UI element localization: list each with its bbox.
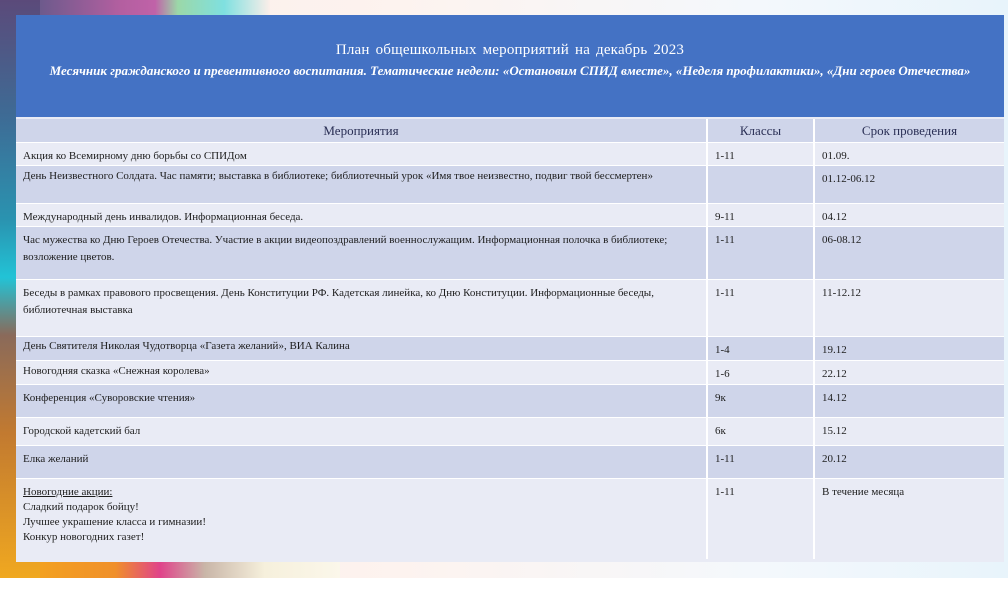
date-cell: 20.12 [814, 446, 1004, 479]
event-cell: Час мужества ко Дню Героев Отечества. Участие в акции видеопоздравлений военнослужащим. Информационная полочка в библиотеке; возложение цветов. [16, 227, 707, 280]
header-band [16, 15, 1004, 117]
decorative-wedge-top [40, 0, 270, 15]
grades-cell: 9-11 [707, 204, 814, 227]
event-cell: Новогодняя сказка «Снежная королева» [16, 361, 707, 385]
column-header-events: Мероприятия [16, 119, 707, 143]
grades-cell: 6к [707, 418, 814, 446]
grades-cell: 1-6 [707, 361, 814, 385]
event-cell: Конференция «Суворовские чтения» [16, 385, 707, 418]
date-cell: 01.09. [814, 143, 1004, 166]
events-table [16, 119, 1004, 559]
table-row [16, 479, 1004, 559]
event-cell [16, 479, 707, 559]
event-line: Конкур новогодних газет! [23, 531, 145, 543]
table-row [16, 418, 1004, 446]
date-cell: 11-12.12 [814, 280, 1004, 337]
event-line: Лучшее украшение класса и гимназии! [23, 516, 206, 528]
event-cell: Городской кадетский бал [16, 418, 707, 446]
date-cell: 14.12 [814, 385, 1004, 418]
grades-cell: 1-11 [707, 280, 814, 337]
grades-cell: 1-4 [707, 337, 814, 361]
table-row [16, 280, 1004, 337]
table-row [16, 166, 1004, 204]
grades-cell: 1-11 [707, 446, 814, 479]
date-cell: 04.12 [814, 204, 1004, 227]
event-cell: Елка желаний [16, 446, 707, 479]
table-row [16, 361, 1004, 385]
decorative-wedge-bottom [40, 562, 340, 578]
grades-cell: 1-11 [707, 143, 814, 166]
event-cell: День Святителя Николая Чудотворца «Газета желаний», ВИА Калина [16, 337, 707, 361]
page-subtitle: Месячник гражданского и превентивного воспитания. Тематические недели: «Остановим СПИД вместе», «Неделя профилактики», «Дни героев Отечества» [49, 63, 971, 78]
event-cell: Международный день инвалидов. Информационная беседа. [16, 204, 707, 227]
table-row [16, 227, 1004, 280]
event-cell: Беседы в рамках правового просвещения. День Конституции РФ. Кадетская линейка, ко Дню Конституции. Информационные беседы, библиотечная выставка [16, 280, 707, 337]
date-cell: 22.12 [814, 361, 1004, 385]
plan-document [16, 15, 1004, 562]
event-line: Сладкий подарок бойцу! [23, 501, 139, 513]
table-header-row [16, 119, 1004, 143]
grades-cell [707, 166, 814, 204]
table-row [16, 337, 1004, 361]
table-row [16, 204, 1004, 227]
date-cell: 15.12 [814, 418, 1004, 446]
page-title: План общешкольных мероприятий на декабрь 2023 [335, 42, 685, 58]
column-header-date: Срок проведения [814, 119, 1004, 143]
date-cell: 19.12 [814, 337, 1004, 361]
date-cell: 06-08.12 [814, 227, 1004, 280]
table-row [16, 143, 1004, 166]
event-cell: День Неизвестного Солдата. Час памяти; выставка в библиотеке; библиотечный урок «Имя твое неизвестно, подвиг твой бессмертен» [16, 166, 707, 204]
grades-cell: 9к [707, 385, 814, 418]
table-row [16, 446, 1004, 479]
date-cell: В течение месяца [814, 479, 1004, 559]
date-cell: 01.12-06.12 [814, 166, 1004, 204]
event-heading: Новогодние акции: [23, 486, 113, 498]
grades-cell: 1-11 [707, 227, 814, 280]
event-cell: Акция ко Всемирному дню борьбы со СПИДом [16, 143, 707, 166]
column-header-grades: Классы [707, 119, 814, 143]
table-row [16, 385, 1004, 418]
grades-cell: 1-11 [707, 479, 814, 559]
